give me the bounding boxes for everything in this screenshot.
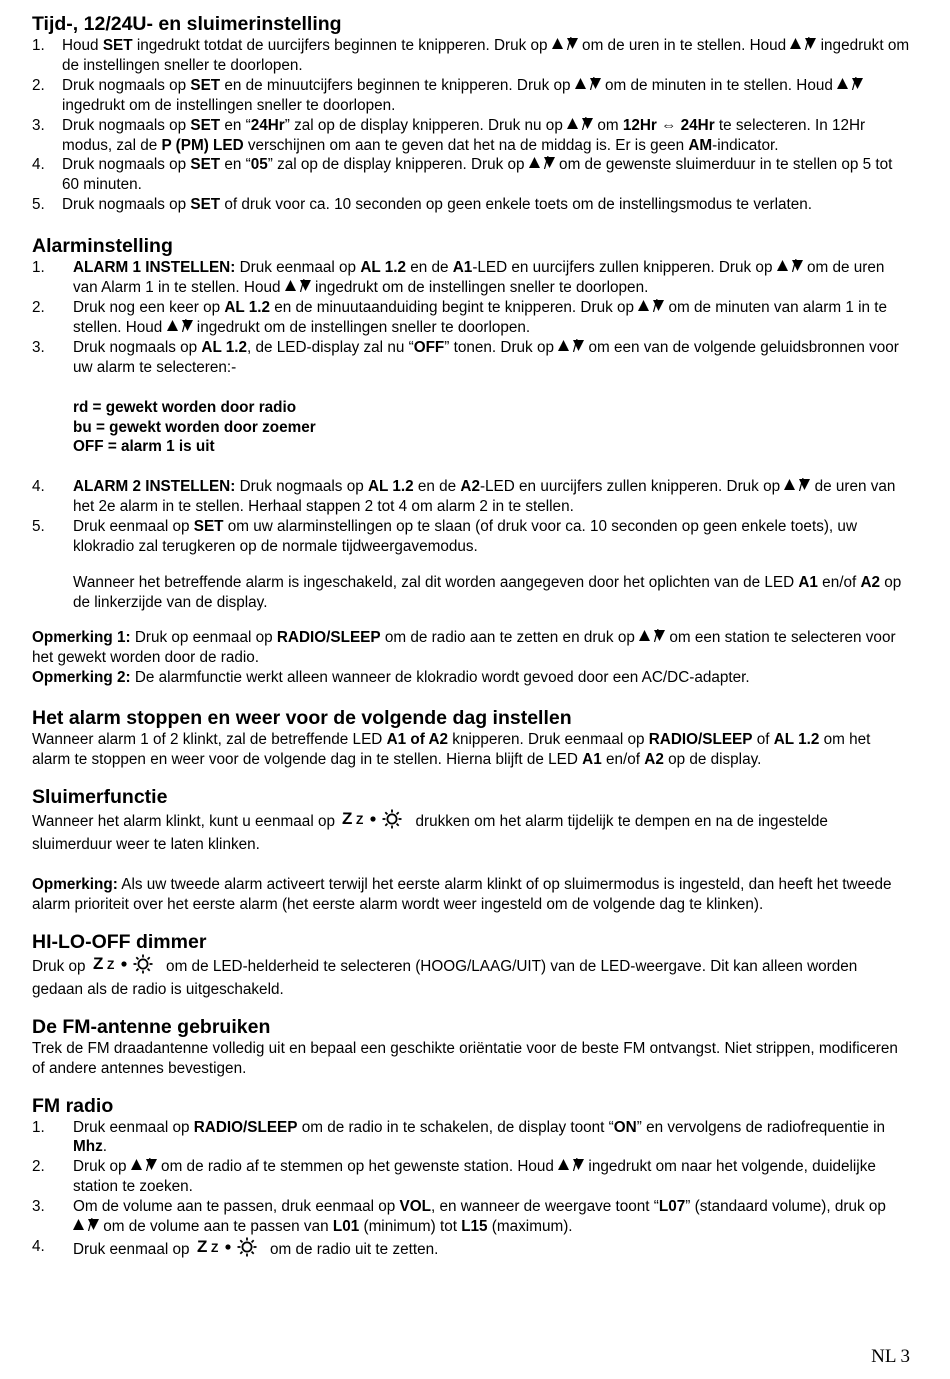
dimmer-text xyxy=(32,954,912,1000)
bold-text: Mhz xyxy=(73,1138,103,1156)
text-run: en/of xyxy=(601,751,645,769)
page-number: NL 3 xyxy=(871,1346,910,1367)
bold-text: AL 1.2 xyxy=(201,338,248,356)
text-run: om de uren in te stellen. Houd xyxy=(577,37,791,54)
list-item xyxy=(32,1237,912,1263)
source-off: OFF = alarm 1 is uit xyxy=(73,438,215,456)
list-number: 5. xyxy=(32,518,45,536)
heading-fm-antenna: De FM-antenne gebruiken xyxy=(32,1015,271,1038)
snooze-dimmer-icon xyxy=(93,954,159,980)
list-number: 4. xyxy=(32,1237,45,1255)
up-down-arrows-icon xyxy=(639,629,665,645)
heading-dimmer: HI-LO-OFF dimmer xyxy=(32,930,207,953)
text-run: om de LED-helderheid te selecteren (HOOG/LAAG/UIT) van de LED-weergave. Dit kan alleen worden gedaan als de radio is uitgeschakeld. xyxy=(32,957,858,998)
list-item xyxy=(32,477,912,517)
text-run: ” (standaard volume), druk op xyxy=(685,1198,886,1216)
list-item xyxy=(32,116,912,156)
text-run: -indicator. xyxy=(712,136,779,154)
alarm-steps-list-2 xyxy=(32,477,912,557)
alarm-steps-list xyxy=(32,258,912,377)
text-run: Druk nogmaals op xyxy=(235,478,368,496)
bold-text: P (PM) LED xyxy=(161,136,244,154)
bold-text: L15 xyxy=(461,1218,488,1236)
heading-time-settings: Tijd-, 12/24U- en sluimerinstelling xyxy=(32,13,342,35)
bold-text: OFF xyxy=(413,338,445,356)
text-run: Druk op xyxy=(32,957,90,975)
list-number: 4. xyxy=(32,156,45,174)
up-down-arrows-icon xyxy=(558,1158,584,1174)
text-run: en “ xyxy=(220,116,251,134)
text-run: Druk eenmaal op xyxy=(235,259,361,277)
spacer xyxy=(32,855,912,875)
up-down-arrows-icon xyxy=(777,259,803,275)
text-run: Druk nog een keer op xyxy=(73,298,225,316)
bold-text: SET xyxy=(193,518,224,536)
up-down-arrows-icon xyxy=(567,117,593,133)
text-run: Druk eenmaal op xyxy=(73,518,194,536)
alarm-sources-list xyxy=(32,398,912,458)
up-down-arrows-icon xyxy=(73,1218,99,1234)
text-run: om een van de volgende geluidsbronnen voor uw alarm te selecteren:- xyxy=(73,338,899,376)
time-steps-list xyxy=(32,36,912,215)
up-down-arrows-icon xyxy=(552,37,578,53)
text-run: Druk nogmaals op xyxy=(62,196,191,214)
bold-text: L07 xyxy=(658,1198,686,1216)
bold-text: Opmerking 2: xyxy=(32,668,131,686)
text-run: , en wanneer de weergave toont “ xyxy=(430,1198,659,1216)
bold-text: 05 xyxy=(250,156,268,174)
text-run: Druk nogmaals op xyxy=(62,76,191,94)
up-down-arrows-icon xyxy=(784,478,810,494)
manual-page xyxy=(32,12,912,1263)
alarm-note-1 xyxy=(32,628,912,668)
bold-text: ALARM 1 INSTELLEN: xyxy=(73,259,236,277)
up-down-arrows-icon xyxy=(529,156,555,172)
text-run: de uren van het 2e alarm in te stellen. Herhaal stappen 2 tot 4 om alarm 2 in te stellen. xyxy=(73,478,896,516)
bold-text: A2 xyxy=(860,573,881,591)
heading-alarm-settings: Alarminstelling xyxy=(32,235,173,258)
svg-text:Z: Z xyxy=(106,957,115,972)
bold-text: SET xyxy=(190,76,221,94)
text-run: en de xyxy=(413,478,461,496)
up-down-arrows-icon xyxy=(575,77,601,93)
text-run: en de xyxy=(405,259,453,277)
text-run: ” tonen. Druk op xyxy=(444,338,559,356)
text-run: ingedrukt om de instellingen sneller te doorlopen. xyxy=(192,318,531,336)
text-run: om de minuten in te stellen. Houd xyxy=(600,76,838,94)
list-item xyxy=(32,1197,912,1237)
svg-text:Z: Z xyxy=(92,953,104,973)
source-buzzer: bu = gewekt worden door zoemer xyxy=(73,418,316,436)
list-item xyxy=(32,36,912,76)
bold-text: VOL xyxy=(399,1198,431,1216)
bold-text: 12Hr ⇔ 24Hr xyxy=(622,116,715,134)
fm-steps-list xyxy=(32,1118,912,1263)
svg-text:Z: Z xyxy=(342,809,353,829)
stop-alarm-text xyxy=(32,730,912,770)
bold-text: A1 xyxy=(798,573,818,591)
list-number: 3. xyxy=(32,338,45,356)
text-run: (minimum) tot xyxy=(359,1218,462,1236)
heading-fm-radio: FM radio xyxy=(32,1094,114,1117)
up-down-arrows-icon xyxy=(131,1158,157,1174)
up-down-arrows-icon xyxy=(167,319,193,335)
list-item xyxy=(32,258,912,298)
list-number: 1. xyxy=(32,1118,45,1136)
text-run: Druk nogmaals op xyxy=(62,116,191,134)
text-run: Wanneer het alarm klinkt, kunt u eenmaal op xyxy=(32,813,340,831)
bold-text: SET xyxy=(190,116,221,134)
bold-text: AM xyxy=(688,136,713,154)
bold-text: RADIO/SLEEP xyxy=(193,1118,298,1136)
text-run: ingedrukt totdat de uurcijfers beginnen te knipperen. Druk op xyxy=(132,37,552,54)
bold-text: ON xyxy=(613,1118,637,1136)
text-run: Druk op eenmaal op xyxy=(130,628,277,646)
spacer xyxy=(32,457,912,477)
bold-text: 24Hr xyxy=(250,116,285,134)
list-item xyxy=(32,1118,912,1158)
text-run: om de radio af te stemmen op het gewenste station. Houd xyxy=(156,1158,559,1176)
bold-text: Opmerking: xyxy=(32,876,118,894)
text-run: op de linkerzijde van de display. xyxy=(73,573,902,611)
text-run: ” zal op de display knipperen. Druk nu op xyxy=(284,116,568,134)
text-run: of xyxy=(752,731,774,749)
text-run: om de radio in te schakelen, de display toont “ xyxy=(297,1118,614,1136)
svg-text:Z: Z xyxy=(356,813,364,828)
svg-text:Z: Z xyxy=(196,1236,208,1256)
text-run: . xyxy=(102,1138,107,1156)
list-number: 1. xyxy=(32,37,45,54)
text-run: om de radio uit te zetten. xyxy=(265,1240,439,1258)
text-run: -LED en uurcijfers zullen knipperen. Druk op xyxy=(472,259,777,277)
bold-text: SET xyxy=(190,196,221,214)
svg-text:Z: Z xyxy=(210,1240,219,1255)
text-run: Druk op xyxy=(73,1158,131,1176)
text-run: om het alarm te stoppen en weer voor de volgende dag in te stellen. Hierna blijft de LED xyxy=(32,731,871,769)
list-number: 4. xyxy=(32,478,45,496)
up-down-arrows-icon xyxy=(790,37,816,53)
text-run: en de minuutaanduiding begint te knipperen. Druk op xyxy=(270,298,639,316)
list-item xyxy=(32,76,912,116)
list-item xyxy=(32,517,912,557)
bold-text: A1 of A2 xyxy=(386,731,449,749)
list-number: 2. xyxy=(32,298,45,316)
text-run: te selecteren. In 12Hr modus, zal de xyxy=(62,116,866,154)
snooze-dimmer-icon xyxy=(197,1237,263,1263)
text-run: op de display. xyxy=(663,751,762,769)
heading-stop-alarm: Het alarm stoppen en weer voor de volgende dag instellen xyxy=(32,707,572,730)
list-number: 1. xyxy=(32,259,45,277)
list-item xyxy=(32,338,912,378)
text-run: -LED en uurcijfers zullen knipperen. Druk op xyxy=(479,478,785,496)
text-run: om uw alarminstellingen op te slaan (of druk voor ca. 10 seconden op geen enkele toets), uw klokradio zal terugkeren op de normale tijdweergavemodus. xyxy=(73,518,857,556)
up-down-arrows-icon xyxy=(837,77,863,93)
up-down-arrows-icon xyxy=(285,279,311,295)
text-run: of druk voor ca. 10 seconden op geen enkele toets om de instellingsmodus te verlaten. xyxy=(220,196,812,214)
bold-text: SET xyxy=(102,37,133,54)
text-run: om de radio aan te zetten en druk op xyxy=(380,628,640,646)
text-run: Wanneer alarm 1 of 2 klinkt, zal de betreffende LED xyxy=(32,731,387,749)
alarm-note-2 xyxy=(32,668,912,688)
list-item xyxy=(32,298,912,338)
list-number: 3. xyxy=(32,1198,45,1216)
bold-text: AL 1.2 xyxy=(773,731,820,749)
spacer xyxy=(32,557,912,573)
spacer xyxy=(32,378,912,398)
bold-text: AL 1.2 xyxy=(224,298,271,316)
list-item xyxy=(32,195,912,215)
text-run: om de volume aan te passen van xyxy=(99,1218,333,1236)
text-run: drukken om het alarm tijdelijk te dempen en na de ingestelde sluimerduur weer te laten klinken. xyxy=(32,813,828,854)
text-run: Druk nogmaals op xyxy=(62,156,191,174)
text-run: en de minuutcijfers beginnen te knipperen. Druk op xyxy=(220,76,575,94)
text-run: om de uren van Alarm 1 in te stellen. Houd xyxy=(73,259,885,297)
text-run: om de gewenste sluimerduur in te stellen op 5 tot 60 minuten. xyxy=(62,156,893,194)
text-run: Als uw tweede alarm activeert terwijl het eerste alarm klinkt of op sluimermodus is ingesteld, dan heeft het tweede alarm prioriteit over het eerste alarm (het eerste alarm wordt weer ingesteld om de volgende dag te klinken). xyxy=(32,876,892,913)
text-run: , de LED-display zal nu “ xyxy=(247,338,414,356)
bold-text: ALARM 2 INSTELLEN: xyxy=(73,478,236,496)
bold-text: AL 1.2 xyxy=(367,478,414,496)
text-run: Druk eenmaal op xyxy=(73,1240,194,1258)
list-number: 5. xyxy=(32,196,45,214)
text-run: om xyxy=(593,116,623,134)
text-run: om de minuten van alarm 1 in te stellen. Houd xyxy=(73,298,888,336)
bold-text: RADIO/SLEEP xyxy=(276,628,381,646)
heading-snooze: Sluimerfunctie xyxy=(32,786,168,809)
bold-text: SET xyxy=(190,156,221,174)
text-run: ingedrukt om de instellingen sneller te doorlopen. xyxy=(62,96,396,114)
bold-text: A2 xyxy=(644,751,664,769)
text-run: Druk nogmaals op xyxy=(73,338,202,356)
list-item xyxy=(32,155,912,195)
text-run: De alarmfunctie werkt alleen wanneer de klokradio wordt gevoed door een AC/DC-adapter. xyxy=(130,668,750,686)
text-run: (maximum). xyxy=(487,1218,573,1236)
bold-text: A1 xyxy=(582,751,602,769)
text-run: ” zal op de display knipperen. Druk op xyxy=(267,156,529,174)
text-run: en “ xyxy=(220,156,251,174)
text-run: verschijnen om aan te geven dat het na de middag is. Er is geen xyxy=(243,136,689,154)
list-item xyxy=(32,1157,912,1197)
text-run: en/of xyxy=(817,573,861,591)
list-number: 3. xyxy=(32,116,45,134)
text-run: ingedrukt om naar het volgende, duidelijke station te zoeken. xyxy=(73,1158,876,1196)
text-run: ” en vervolgens de radiofrequentie in xyxy=(636,1118,886,1136)
bold-text: A2 xyxy=(460,478,480,496)
snooze-note xyxy=(32,875,912,915)
snooze-dimmer-icon xyxy=(342,809,408,835)
bold-text: RADIO/SLEEP xyxy=(648,731,753,749)
text-run: Om de volume aan te passen, druk eenmaal op xyxy=(73,1198,400,1216)
text-run: ingedrukt om de instellingen sneller te doorlopen. xyxy=(310,279,649,297)
text-run: ingedrukt om de instellingen sneller te doorlopen. xyxy=(62,37,910,74)
up-down-arrows-icon xyxy=(638,299,664,315)
up-down-arrows-icon xyxy=(558,339,584,355)
text-run: Druk eenmaal op xyxy=(73,1118,194,1136)
bold-text: A1 xyxy=(452,259,473,277)
list-number: 2. xyxy=(32,76,45,94)
fm-antenna-text: Trek de FM draadantenne volledig uit en bepaal een geschikte oriëntatie voor de beste FM ontvangst. Niet strippen, modificeren of andere antennes bevestigen. xyxy=(32,1039,898,1077)
text-run: knipperen. Druk eenmaal op xyxy=(448,731,649,749)
snooze-text xyxy=(32,809,912,855)
text-run: Houd xyxy=(62,37,103,54)
bold-text: AL 1.2 xyxy=(360,259,406,277)
bold-text: L01 xyxy=(332,1218,360,1236)
bold-text: Opmerking 1: xyxy=(32,628,131,646)
source-radio: rd = gewekt worden door radio xyxy=(73,398,297,416)
text-run: Wanneer het betreffende alarm is ingeschakeld, zal dit worden aangegeven door het oplichten van de LED xyxy=(73,573,799,591)
text-run: om een station te selecteren voor het gewekt worden door de radio. xyxy=(32,628,896,666)
list-number: 2. xyxy=(32,1158,45,1176)
alarm-led-note xyxy=(32,573,912,613)
